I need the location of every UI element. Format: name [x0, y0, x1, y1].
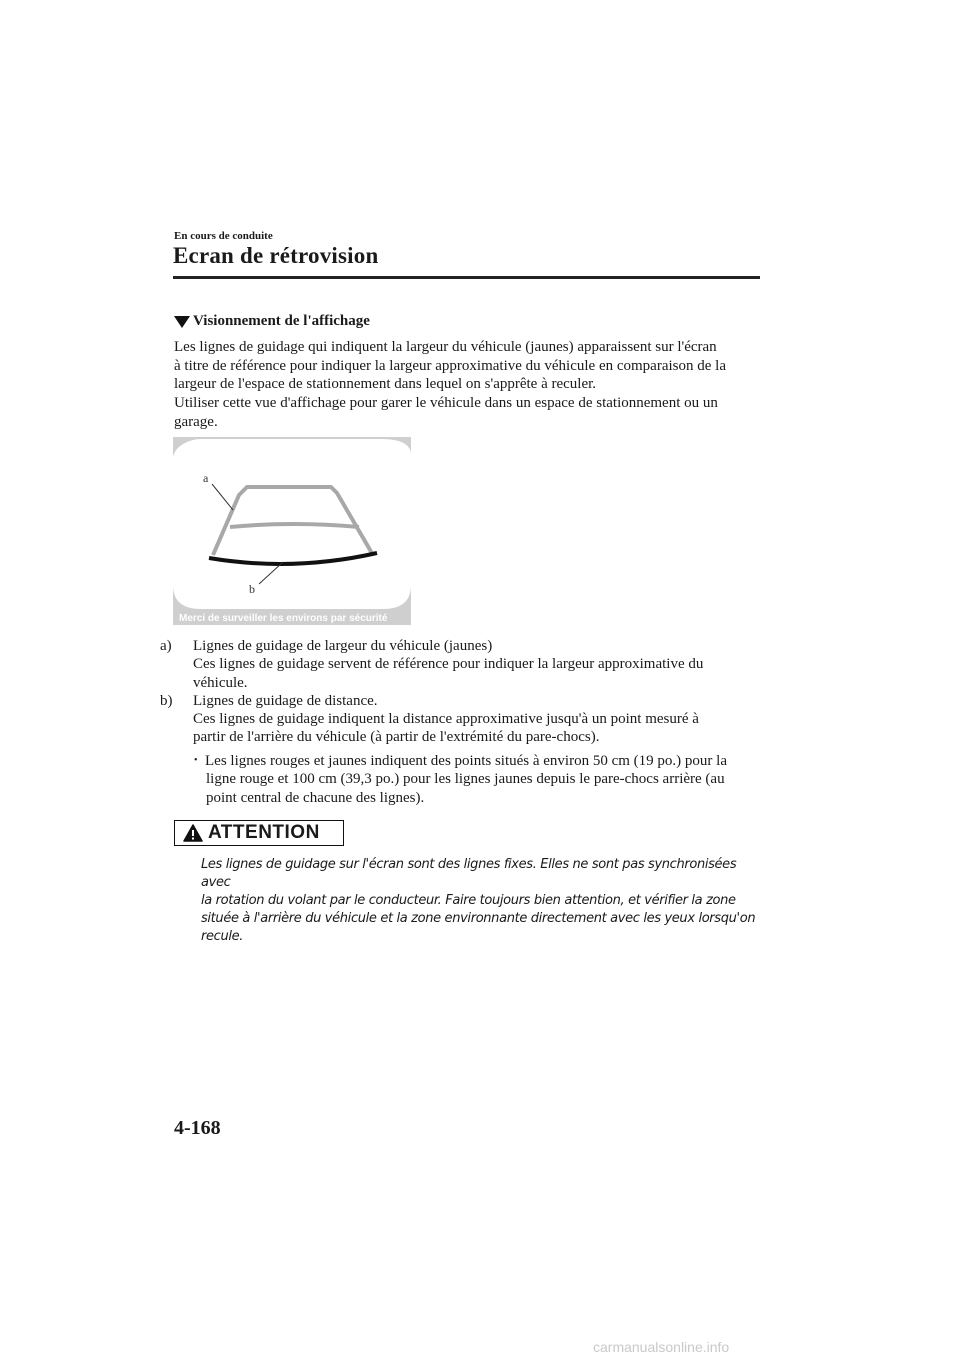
section-heading — [174, 313, 370, 330]
figure-legend — [160, 637, 760, 747]
legend-marker: a) — [160, 638, 172, 654]
legend-marker: b) — [160, 692, 173, 709]
list-item — [160, 692, 760, 747]
usage-paragraph — [174, 394, 760, 431]
rear-view-display-figure — [173, 437, 411, 625]
attention-label: ATTENTION — [208, 822, 320, 843]
text-line: Ces lignes de guidage servent de référence pour indiquer la largeur approximative du — [193, 656, 704, 673]
text-line: la rotation du volant par le conducteur. Faire toujours bien attention, et vérifier la zone — [201, 893, 736, 908]
triangle-down-icon — [174, 316, 190, 328]
note-bullet — [194, 752, 760, 807]
text-line: Les lignes de guidage sur l'écran sont des lignes fixes. Elles ne sont pas synchronisées avec — [201, 857, 737, 890]
section-heading-text: Visionnement de l'affichage — [193, 313, 370, 329]
text-line: Les lignes rouges et jaunes indiquent des points situés à environ 50 cm (19 po.) pour la — [205, 753, 727, 769]
text-line: à titre de référence pour indiquer la largeur approximative du véhicule en comparaison de la — [174, 357, 726, 374]
text-line: largeur de l'espace de stationnement dans lequel on s'apprête à reculer. — [174, 376, 597, 393]
text-line: Les lignes de guidage qui indiquent la largeur du véhicule (jaunes) apparaissent sur l'écran — [174, 339, 717, 355]
text-line: Lignes de guidage de largeur du véhicule (jaunes) — [193, 638, 493, 654]
list-item — [160, 637, 760, 692]
text-line: véhicule. — [193, 674, 248, 691]
text-line: recule. — [201, 929, 244, 944]
attention-text — [201, 856, 761, 946]
text-line: partir de l'arrière du véhicule (à partir de l'extrémité du pare-chocs). — [193, 729, 600, 746]
label-b: b — [249, 582, 255, 596]
text-line: Lignes de guidage de distance. — [193, 692, 378, 709]
page-number: 4-168 — [174, 1117, 221, 1139]
text-line: Utiliser cette vue d'affichage pour garer le véhicule dans un espace de stationnement ou un — [174, 395, 718, 411]
text-line: Ces lignes de guidage indiquent la distance approximative jusqu'à un point mesuré à — [193, 711, 699, 728]
text-line: garage. — [174, 413, 218, 430]
page-title: Ecran de rétrovision — [173, 243, 379, 268]
text-line: située à l'arrière du véhicule et la zone environnante directement avec les yeux lorsqu'on — [201, 911, 756, 926]
watermark: carmanualsonline.info — [593, 1339, 730, 1355]
warning-triangle-icon — [183, 824, 203, 842]
attention-header — [174, 820, 344, 846]
text-line: ligne rouge et 100 cm (39,3 po.) pour les lignes jaunes depuis le pare-chocs arrière (au — [206, 771, 725, 788]
rear-view-screen-illustration — [173, 437, 411, 625]
bullet-icon: • — [194, 755, 198, 766]
title-rule — [173, 276, 760, 279]
label-a: a — [203, 471, 209, 485]
safety-banner-text: Merci de surveiller les environs par sécurité — [179, 613, 388, 624]
intro-paragraph — [174, 338, 760, 394]
text-line: point central de chacune des lignes). — [206, 789, 425, 806]
chapter-label: En cours de conduite — [174, 230, 273, 242]
